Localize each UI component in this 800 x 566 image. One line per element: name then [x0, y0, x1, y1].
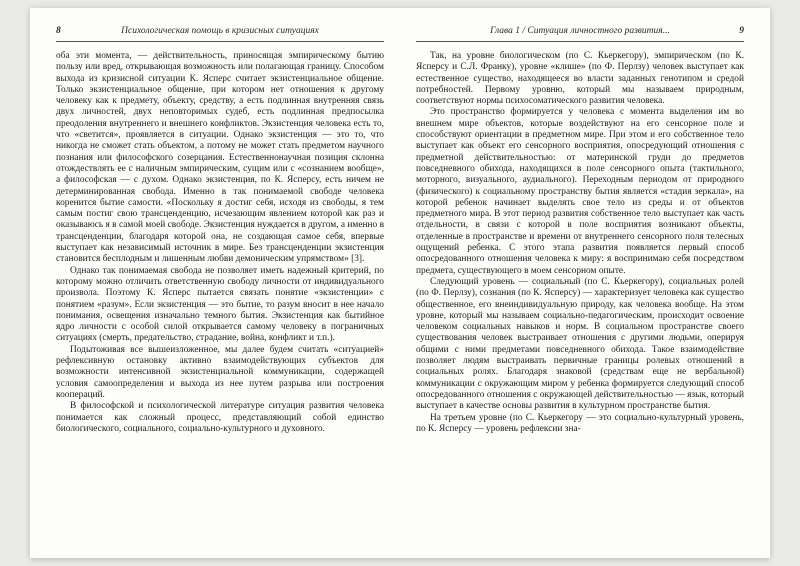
header-rule-left: [56, 41, 384, 42]
page-right-header: [416, 26, 744, 39]
paragraph: Так, на уровне биологическом (по С. Кьеркегору), эмпирическом (по К. Ясперсу и С.Л. Франку), уровне «клише» (по Ф. Перлзу) человек выступает как естественное существо, находящееся во власти заданных генотипом и средой потребностей. Первому уровню, который мы называем природным, соответствуют нормы психосоматического развития человека.: [416, 51, 744, 107]
paragraph: Подытоживая все вышеизложенное, мы далее будем считать «ситуацией» рефлексивную остановку активно взаимодействующих субъектов для возможности интенсивной экзистенциальной коммуникации, содержащей условия самоопределения и выхода из нее путем разрыва или построения коопераций.: [56, 344, 384, 400]
paragraph: В философской и психологической литературе ситуация развития человека понимается как сложный процесс, представляющий собой единство биологического, социального, социально-культурного и духовного.: [56, 401, 384, 434]
paragraph: На третьем уровне (по С. Кьеркегору — это социально-культурный уровень, по К. Ясперсу — уровень рефлексии зна-: [416, 412, 744, 434]
page-left-header: [56, 26, 384, 39]
paragraph: оба эти момента, — действительность, приносящая эмпирическому бытию пользу или вред, открывающая возможность или полагающая границу. Способом выхода из кризисной ситуации К. Ясперс считает экзистенциальное общение. Только экзистенциальное общение, при котором нет отношения к другому человеку как к предмету, объекту, средству, а есть подлинная внутренняя связь двух личностей, двух неповторимых судеб, есть подлинная предпосылка преодоления внутреннего и внешнего конфликтов. Экзистенция человека есть то, что «светится», проявляется в ситуации. Однако экзистенция — это то, что никогда не сможет стать объектом, а потому не может стать предметом научного познания или философского созерцания. Естественнонаучная позиция склонна отождествлять ее с наличным эмпирическим, сущим или с «сознанием вообще», а философская — с духом. Однако экзистенция, по К. Ясперсу, есть ничем не детерминированная свобода. Именно в так понимаемой свободе человека коренится бытие самости. «Поскольку я достиг себя, исходя из свободы, я тем самым постиг свою трансценденцию, исчезающим явлением которой как раз и оказываюсь я в самой моей свободе. Экзистенция нуждается в другом, а именно в трансценденции, благодаря которой она, не создающая самое себя, впервые выступает как независимый источник в мире. Без трансценденции экзистенция становится бесплодным и лишенным любви демоническим упрямством» [3].: [56, 51, 384, 265]
paragraph: Это пространство формируется у человека с момента выделения им во внешнем мире объектов, которые воздействуют на его сенсорное поле и способствуют ориентации в предметном мире. При этом и его собственное тело выступает как объект его сенсорного восприятия, опосредующий отношения с предметной действительностью: от материнской груди до предметов повседневного обихода, находящихся в поле сенсорного опыта (тактильного, моторного, визуального, аудиального). Переходным периодом от природного (физического) к социальному пространству бытия является «стадия зеркала», на которой ребенок начинает выделять свое тело из среды и от объектов предметного мира. В этот период развития собственное тело выступает как часть отдельности, в связи с которой в поле восприятия возникают объекты, отделенные в пространстве и времени от внутреннего сенсорного поля телесных ощущений ребенка. С этого этапа развития появляется первый способ опосредованного отношения человека к миру: я воспринимаю себя посредством предмета, существующего в моем сенсорном опыте.: [416, 107, 744, 276]
page-right-body: [416, 51, 744, 547]
header-rule-right: [416, 41, 744, 42]
page-number-right: 9: [739, 26, 744, 36]
page-left: [30, 8, 400, 558]
paragraph: Следующий уровень — социальный (по С. Кьеркегору), социальных ролей (по Ф. Перлзу), сознания (по К. Ясперсу) — характеризует человека как существо общественное, его внеиндивидуальную природу, как человека вообще. На этом уровне, который мы называем социально-педагогическим, происходит освоение человеком социальных навыков и норм. В социальном пространстве своего существования человек выстраивает отношения с другими людьми, оперируя общими с ними предметами повседневного обихода. Такое взаимодействие позволяет людям выстраивать первичные границы ролевых отношений в социальных ролях. Благодаря знаковой (средствам еще не вербальной) коммуникации с окружающим миром у ребенка формируется следующий способ опосредованного отношения с окружающей действительностью — язык, который выступает в качестве основы развития в культурном пространстве бытия.: [416, 276, 744, 412]
page-left-body: [56, 51, 384, 547]
book-spread: [30, 8, 770, 558]
page-number-left: 8: [56, 26, 61, 36]
running-title-left: Психологическая помощь в кризисных ситуациях: [121, 26, 319, 36]
running-title-right: Глава 1 / Ситуация личностного развития...: [490, 26, 670, 36]
page-right: [400, 8, 770, 558]
paragraph: Однако так понимаемая свобода не позволяет иметь надежный критерий, по которому можно отличить ответственную свободу личности от индивидуального произвола. Поэтому К. Ясперс пытается связать понятие «экзистенции» с понятием «разум». Если экзистенция — это бытие, то разум вносит в нее начало понимания, освещения изначально темного бытия. Экзистенция как бытийное ядро личности с особой силой открывается самому человеку в пограничных ситуациях (смерть, предательство, страдание, война, конфликт и т.п.).: [56, 265, 384, 344]
